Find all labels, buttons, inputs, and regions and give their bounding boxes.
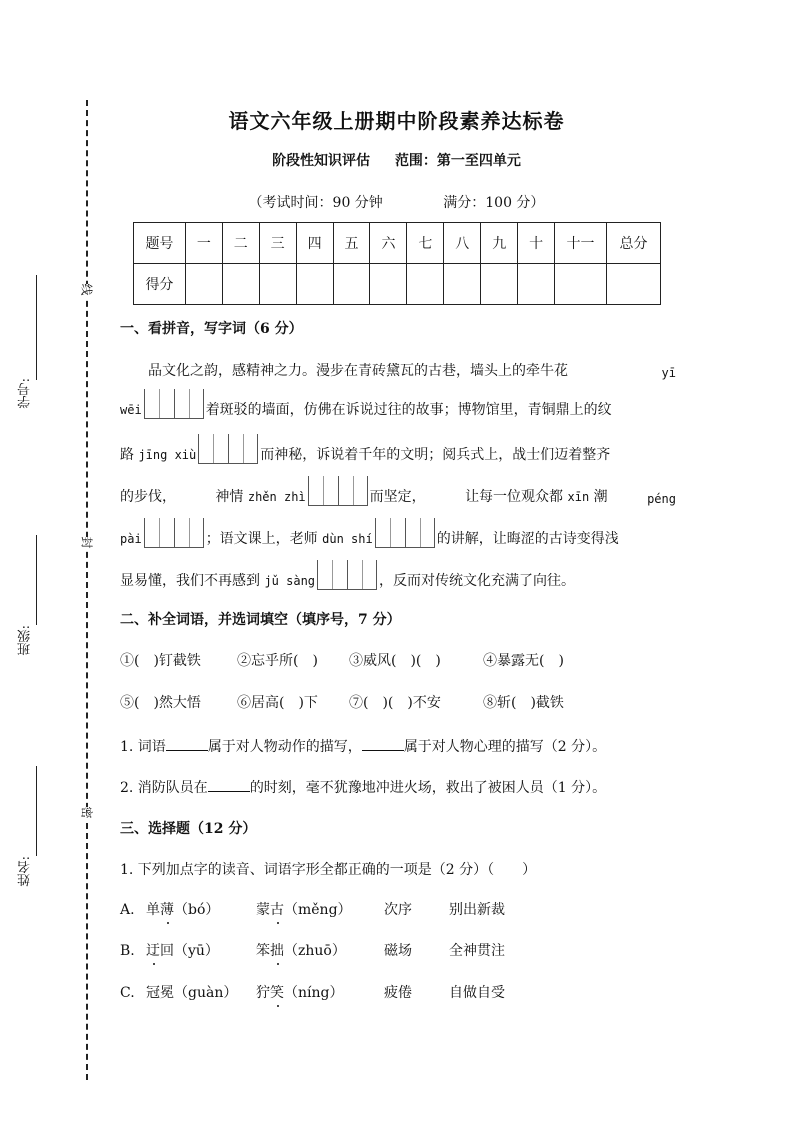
name-field[interactable] [36, 766, 37, 856]
student-id-label: 学号: [18, 378, 33, 409]
word: 狞 [256, 985, 270, 1001]
section1-heading: 一、看拼音，写字词（6 分） [120, 321, 303, 337]
pinyin: （guàn） [174, 985, 238, 1001]
idiom-item: ①( )钉截铁 [120, 653, 201, 669]
word: 冠冕 [146, 985, 174, 1001]
text-segment: 2. 消防队员在 [120, 780, 208, 796]
score-input-cell[interactable] [333, 264, 370, 305]
option-label: A. [120, 902, 135, 918]
seal-label-seal: 封 [81, 535, 93, 549]
idiom-item: ⑥居高( )下 [237, 695, 318, 711]
answer-grid[interactable] [308, 476, 368, 506]
text-segment: 神情 [215, 489, 244, 505]
name-label: 姓名: [18, 856, 33, 887]
score-input-cell[interactable] [407, 264, 444, 305]
answer-grid[interactable] [317, 560, 377, 590]
idiom-item: ④暴露无( ) [483, 653, 564, 669]
word: 单 [146, 902, 160, 918]
section3-heading: 三、选择题（12 分） [120, 821, 257, 837]
idiom-item: ⑧斩( )截铁 [483, 695, 564, 711]
seal-label-secret: 密 [81, 805, 93, 819]
text-segment: 属于对人物心理的描写（2 分）。 [403, 739, 607, 755]
class-label: 班级: [18, 625, 33, 656]
text-segment: 1. 词语 [120, 739, 166, 755]
subtitle-range: 范围：第一至四单元 [394, 153, 521, 169]
pinyin: yī [661, 366, 676, 380]
table-cell: 得分 [134, 264, 186, 305]
pinyin: dùn shí [322, 532, 373, 546]
text-segment: 而神秘，诉说着千年的文明；阅兵式上，战士们迈着整齐 [260, 447, 611, 463]
text-segment: 着斑驳的墙面，仿佛在诉说过往的故事；博物馆里，青铜鼎上的纹 [205, 402, 612, 418]
text-segment: 显易懂，我们不再感到 [120, 573, 260, 589]
text-segment: 的讲解，让晦涩的古诗变得浅 [436, 531, 619, 547]
table-cell: 十一 [555, 223, 607, 264]
table-cell: 五 [333, 223, 370, 264]
score-table-header-row [134, 223, 661, 264]
score-input-cell[interactable] [481, 264, 518, 305]
table-cell: 题号 [134, 223, 186, 264]
text-segment: 的步伐， [120, 489, 176, 505]
pinyin: （měng） [284, 902, 352, 918]
section1-line1 [120, 360, 676, 380]
subtitle-assessment: 阶段性知识评估 [272, 153, 371, 169]
section1-line3 [120, 434, 676, 464]
idiom-item: ⑤( )然大悟 [120, 695, 201, 711]
table-cell: 十 [518, 223, 555, 264]
pinyin: pài [120, 532, 142, 546]
text-segment: 而坚定， [369, 489, 426, 505]
table-cell: 四 [296, 223, 333, 264]
table-cell: 八 [444, 223, 481, 264]
answer-grid[interactable] [144, 518, 204, 548]
answer-blank[interactable] [166, 750, 208, 751]
table-cell: 九 [481, 223, 518, 264]
idiom-item: ⑦( )( )不安 [349, 695, 441, 711]
choice-option-c[interactable] [120, 982, 676, 1002]
idiom-row-1 [120, 650, 676, 670]
pinyin: jǔ sàng [264, 574, 316, 588]
dotted-char: 薄 [160, 899, 174, 919]
student-id-field[interactable] [36, 275, 37, 380]
choice-option-a[interactable] [120, 899, 676, 919]
option-label: B. [120, 943, 135, 959]
exam-full-score: 满分：100 分） [443, 195, 545, 211]
class-field[interactable] [36, 535, 37, 625]
dotted-char: 笑 [270, 982, 284, 1002]
text-segment: ，反而对传统文化充满了向往。 [379, 573, 576, 589]
table-cell: 六 [370, 223, 407, 264]
text-segment: 的时刻，毫不犹豫地冲进火场，救出了被困人员（1 分）。 [249, 780, 607, 796]
score-input-cell[interactable] [606, 264, 660, 305]
pinyin: （yū） [174, 943, 219, 959]
word: 次序 [384, 902, 412, 918]
answer-grid[interactable] [198, 434, 258, 464]
fill-question-1 [120, 736, 676, 756]
text-segment: 让每一位观众都 [465, 489, 564, 505]
score-input-cell[interactable] [296, 264, 333, 305]
dotted-char: 迂 [146, 940, 160, 960]
page-title: 语文六年级上册期中阶段素养达标卷 [228, 109, 565, 133]
table-cell: 七 [407, 223, 444, 264]
choice-option-b[interactable] [120, 940, 676, 960]
word: 蒙 [256, 902, 270, 918]
table-cell: 三 [259, 223, 296, 264]
score-input-cell[interactable] [185, 264, 222, 305]
exam-info [0, 192, 793, 212]
idiom-item: ②忘乎所( ) [237, 653, 318, 669]
answer-blank[interactable] [208, 791, 250, 792]
pinyin: （níng） [284, 985, 344, 1001]
pinyin: wēi [120, 403, 142, 417]
text-segment: 路 [120, 447, 134, 463]
score-input-cell[interactable] [444, 264, 481, 305]
table-cell: 总分 [606, 223, 660, 264]
word: 自做自受 [449, 985, 505, 1001]
score-input-cell[interactable] [555, 264, 607, 305]
word: 别出新裁 [449, 902, 505, 918]
section1-line4 [120, 476, 676, 506]
text-segment: 品文化之韵，感精神之力。漫步在青砖黛瓦的古巷，墙头上的牵牛花 [148, 363, 568, 379]
word: 疲倦 [384, 985, 412, 1001]
dotted-char: 古 [270, 899, 284, 919]
text-segment: 潮 [593, 489, 608, 505]
pinyin: （bó） [174, 902, 220, 918]
dotted-char: 拙 [270, 940, 284, 960]
word: 笨 [256, 943, 270, 959]
exam-time: （考试时间：90 分钟 [248, 195, 383, 211]
section1-line6 [120, 560, 676, 590]
pinyin: péng [647, 492, 676, 506]
table-cell: 一 [185, 223, 222, 264]
section2-heading: 二、补全词语，并选词填空（填序号，7 分） [120, 612, 401, 628]
seal-label-line: 线 [81, 282, 93, 296]
binding-dashed-line [86, 100, 88, 1080]
answer-grid[interactable] [375, 518, 435, 548]
option-label: C. [120, 985, 135, 1001]
table-cell: 二 [222, 223, 259, 264]
word: 回 [160, 943, 174, 959]
text-segment: 属于对人物动作的描写， [207, 739, 362, 755]
section1-line5 [120, 518, 676, 548]
score-input-cell[interactable] [259, 264, 296, 305]
choice-question-1: 1. 下列加点字的读音、词语字形全都正确的一项是（2 分）（ ） [120, 862, 537, 878]
word: 全神贯注 [449, 943, 505, 959]
score-table [133, 222, 661, 305]
idiom-row-2 [120, 692, 676, 712]
answer-blank[interactable] [362, 750, 404, 751]
pinyin: xīn [567, 490, 590, 504]
score-input-cell[interactable] [518, 264, 555, 305]
word: 磁场 [384, 943, 412, 959]
pinyin: （zhuō） [284, 943, 346, 959]
fill-question-2 [120, 777, 676, 797]
score-input-cell[interactable] [370, 264, 407, 305]
score-input-cell[interactable] [222, 264, 259, 305]
pinyin: zhěn zhì [247, 490, 306, 504]
pinyin: jīng xiù [138, 448, 197, 462]
page-subtitle [0, 150, 793, 170]
text-segment: ；语文课上，老师 [205, 531, 318, 547]
section1-line2 [120, 389, 676, 419]
idiom-item: ③威风( )( ) [349, 653, 441, 669]
answer-grid[interactable] [144, 389, 204, 419]
score-table-score-row [134, 264, 661, 305]
